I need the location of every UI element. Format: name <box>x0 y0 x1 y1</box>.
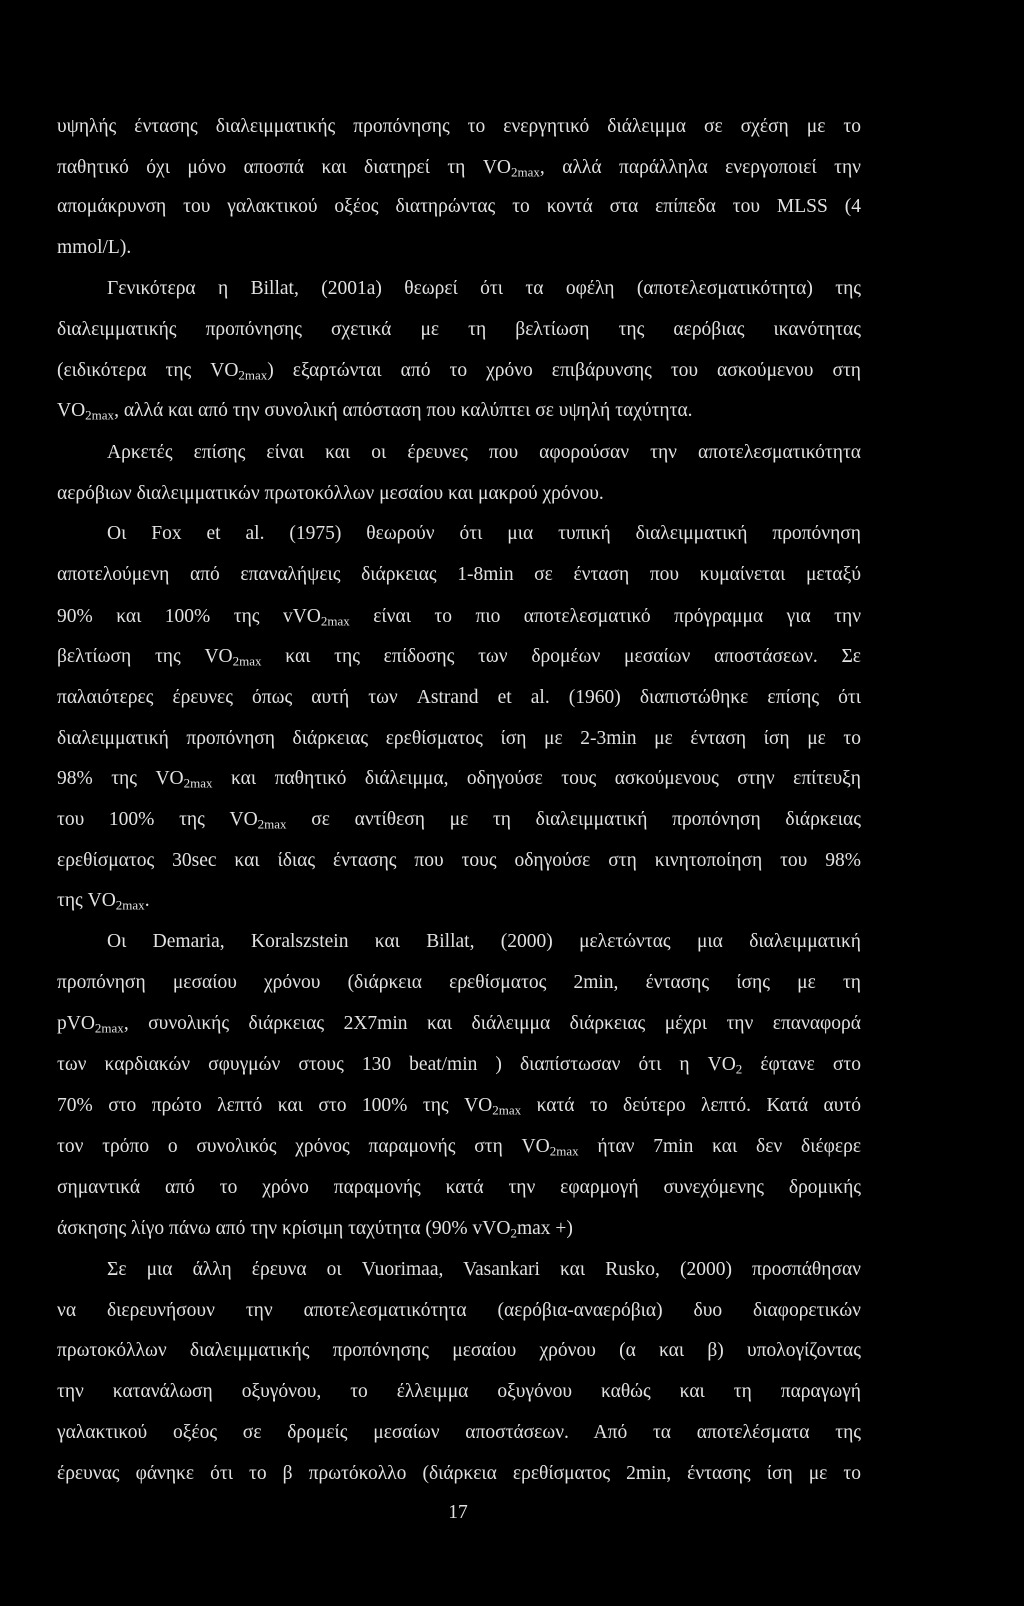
text-line: παλαιότερες έρευνες όπως αυτή των Astrand et al. (1960) διαπιστώθηκε επίσης ότι <box>57 687 861 708</box>
text-line: mmol/L). <box>57 237 132 258</box>
text-line: παθητικό όχι μόνο αποσπά και διατηρεί τη $VO_{2max}$, αλλά παράλληλα ενεργοποιεί την <box>57 157 861 180</box>
text-line: έρευνας φάνηκε ότι το β πρωτόκολλο (διάρκεια ερεθίσματος 2min, έντασης ίση με το <box>57 1463 861 1484</box>
text-line: (ειδικότερα της $VO_{2max}$) εξαρτώνται από το χρόνο επιβάρυνσης του ασκούμενου στη <box>57 360 861 383</box>
text-line: τον τρόπο ο συνολικός χρόνος παραμονής στη $VO_{2max}$ ήταν 7min και δεν διέφερε <box>57 1136 862 1159</box>
text-line: Γενικότερα η Billat, (2001a) θεωρεί ότι τα οφέλη (αποτελεσματικότητα) της <box>107 278 861 299</box>
text-line: αερόβιων διαλειμματικών πρωτοκόλλων μεσαίου και μακρού χρόνου. <box>57 483 604 504</box>
text-line: pVO$_{2max}$, συνολικής διάρκειας 2X7min και διάλειμμα διάρκειας μέχρι την επαναφορά <box>57 1013 861 1036</box>
text-line: άσκησης λίγο πάνω από την κρίσιμη ταχύτητα (90% vVO$_2$max +) <box>57 1218 573 1241</box>
text-line: ερεθίσματος 30sec και ίδιας έντασης που τους οδηγούσε στη κινητοποίηση του 98% <box>57 850 861 871</box>
text-line: των καρδιακών σφυγμών στους 130 beat/min ) διαπίστωσαν ότι η $VO_2$ έφτανε στο <box>57 1054 861 1077</box>
text-line: την κατανάλωση οξυγόνου, το έλλειμμα οξυγόνου καθώς και τη παραγωγή <box>57 1381 861 1402</box>
text-line: 90% και 100% της vVO$_{2max}$ είναι το πιο αποτελεσματικό πρόγραμμα για την <box>57 606 862 629</box>
text-line: υψηλής έντασης διαλειμματικής προπόνησης το ενεργητικό διάλειμμα σε σχέση με το <box>57 116 861 137</box>
page-number: 17 <box>448 1502 468 1523</box>
text-line: Αρκετές επίσης είναι και οι έρευνες που αφορούσαν την αποτελεσματικότητα <box>107 442 861 463</box>
text-line: πρωτοκόλλων διαλειμματικής προπόνησης μεσαίου χρόνου (α και β) υπολογίζοντας <box>57 1340 861 1361</box>
text-line: απομάκρυνση του γαλακτικού οξέος διατηρώντας το κοντά στα επίπεδα του MLSS (4 <box>57 196 861 217</box>
text-line: 70% στο πρώτο λεπτό και στο 100% της $VO_{2max}$ κατά το δεύτερο λεπτό. Κατά αυτό <box>57 1095 861 1118</box>
text-line: Σε μια άλλη έρευνα οι Vuorimaa, Vasankari και Rusko, (2000) προσπάθησαν <box>107 1259 861 1280</box>
text-line: σημαντικά από το χρόνο παραμονής κατά την εφαρμογή συνεχόμενης δρομικής <box>57 1177 861 1198</box>
text-line: διαλειμματική προπόνηση διάρκειας ερεθίσματος ίση με 2-3min με ένταση ίση με το <box>57 728 861 749</box>
text-line: να διερευνήσουν την αποτελεσματικότητα (αερόβια-αναερόβια) δυο διαφορετικών <box>57 1300 861 1321</box>
text-line: γαλακτικού οξέος σε δρομείς μεσαίων αποστάσεων. Από τα αποτελέσματα της <box>57 1422 861 1443</box>
text-line: του 100% της $VO_{2max}$ σε αντίθεση με τη διαλειμματική προπόνηση διάρκειας <box>57 809 861 832</box>
text-line: της $VO_{2max}$. <box>57 890 150 913</box>
text-line: διαλειμματικής προπόνησης σχετικά με τη βελτίωση της αερόβιας ικανότητας <box>57 319 861 340</box>
text-line: αποτελούμενη από επαναλήψεις διάρκειας 1-8min σε ένταση που κυμαίνεται μεταξύ <box>57 564 861 585</box>
text-line: Οι Demaria, Koralszstein και Billat, (2000) μελετώντας μια διαλειμματική <box>107 931 861 952</box>
text-line: βελτίωση της $VO_{2max}$ και της επίδοσης των δρομέων μεσαίων αποστάσεων. Σε <box>57 646 861 669</box>
text-line: $VO_{2max}$, αλλά και από την συνολική απόσταση που καλύπτει σε υψηλή ταχύτητα. <box>57 400 693 423</box>
text-line: προπόνηση μεσαίου χρόνου (διάρκεια ερεθίσματος 2min, έντασης ίσης με τη <box>57 972 861 993</box>
text-line: 98% της $VO_{2max}$ και παθητικό διάλειμμα, οδηγούσε τους ασκούμενους στην επίτευξη <box>57 768 861 791</box>
text-line: Οι Fox et al. (1975) θεωρούν ότι μια τυπική διαλειμματική προπόνηση <box>107 523 861 544</box>
